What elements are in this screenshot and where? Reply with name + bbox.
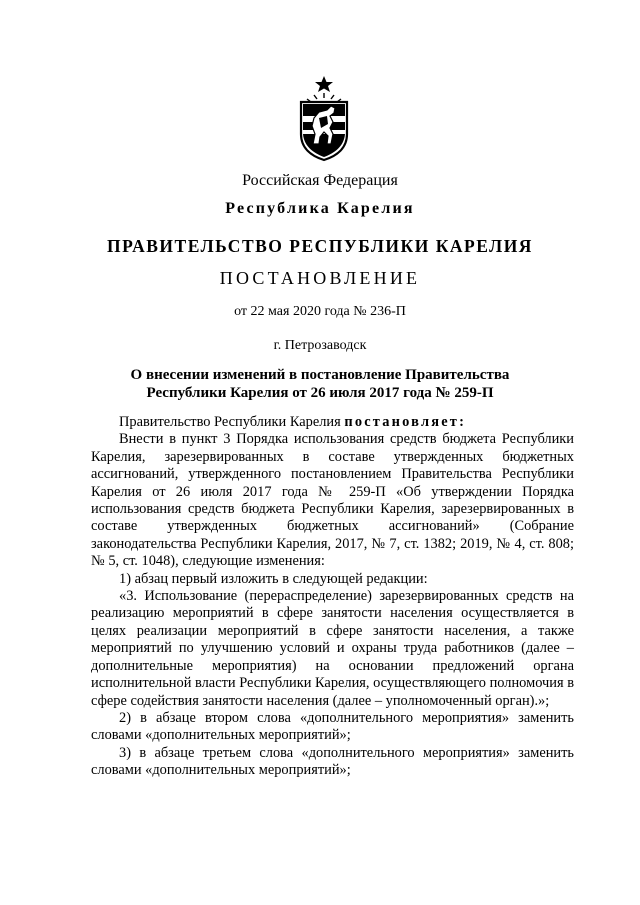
karelia-coat-of-arms-icon [297,74,351,162]
intro-emphasis: постановляет: [344,414,467,430]
paragraph-5: 3) в абзаце третьем слова «дополнительного мероприятия» заменить словами «дополнительных мероприятий»; [91,744,574,779]
paragraph-4: 2) в абзаце втором слова «дополнительного мероприятия» заменить словами «дополнительных мероприятий»; [91,709,574,744]
document-body [91,414,574,780]
country-name: Российская Федерация [242,172,398,189]
intro-prefix: Правительство Республики Карелия [119,414,345,430]
republic-name: Республика Карелия [225,200,415,217]
paragraph-2: 1) абзац первый изложить в следующей редакции: [119,570,428,587]
document-title [0,366,640,402]
title-line-1: О внесении изменений в постановление Правительства [130,367,510,383]
document-type: ПОСТАНОВЛЕНИЕ [219,268,421,288]
document-date-number: от 22 мая 2020 года № 236-П [234,304,406,319]
paragraph-3: «3. Использование (перераспределение) зарезервированных средств на реализацию мероприятий в сфере занятости населения осуществляется в целях реализации мероприятий в сфере занятости населения, а также мероприятий по улучшению условий и охраны труда работников (далее – дополнительные мероприятия) на основании предложений органа исполнительной власти Республики Карелия, осуществляющего полномочия в сфере содействия занятости населения (далее – уполномоченный орган).»; [91,588,574,709]
intro-paragraph [91,414,574,431]
title-line-2: Республики Карелия от 26 июля 2017 года № 259-П [146,385,494,401]
government-name: ПРАВИТЕЛЬСТВО РЕСПУБЛИКИ КАРЕЛИЯ [107,236,533,256]
document-city: г. Петрозаводск [273,338,367,353]
paragraph-1: Внести в пункт 3 Порядка использования средств бюджета Республики Карелия, зарезервированных в составе утвержденных бюджетных ассигнований, утвержденного постановлением Правительства Республики Карелия от 26 июля 2017 года № 259-П «Об утверждении Порядка использования средств бюджета Республики Карелия, зарезервированных в составе утвержденных бюджетных ассигнований» (Собрание законодательства Республики Карелия, 2017, № 7, ст. 1382; 2019, № 4, ст. 808; № 5, ст. 1048), следующие изменения: [91,431,574,570]
emblem-star [315,76,333,92]
emblem-rays [307,93,341,102]
